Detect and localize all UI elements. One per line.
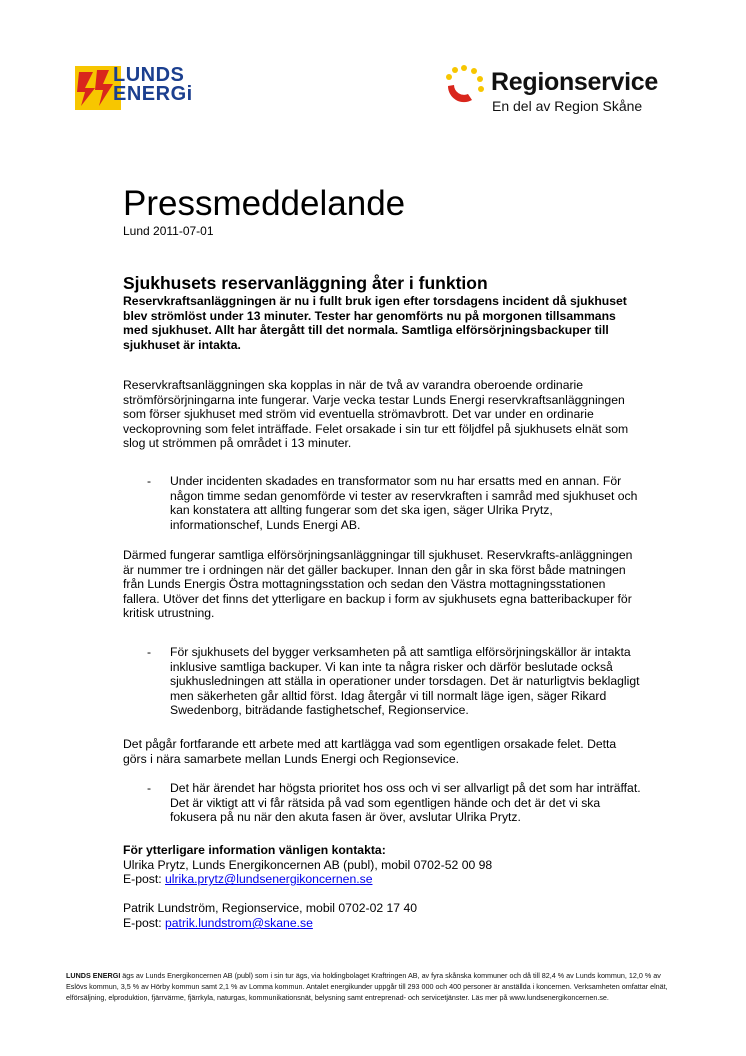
region-logo-name: Regionservice <box>491 68 659 96</box>
lunds-logo-line1: LUNDS <box>113 64 185 86</box>
body-paragraph-3: Det pågår fortfarande ett arbete med att kartlägga vad som egentligen orsakade felet. Detta görs i nära samarbete mellan Lunds Energi och Regionsevice. <box>123 737 617 766</box>
lunds-logo-line2: ENERGi <box>113 83 193 105</box>
lead-paragraph: Reservkraftsanläggningen är nu i fullt bruk igen efter torsdagens incident då sjukhuset blev strömlöst under 13 minuter. Tester har genomförts nu på morgonen tillsammans med sjukhuset. Allt har återgått till det normala. Samtliga elförsörjningsbackuper till sjukhuset är intakta. <box>123 294 627 352</box>
footer-note <box>66 970 681 1003</box>
document-date: Lund 2011-07-01 <box>123 224 214 238</box>
contact-section <box>123 843 643 931</box>
contact-1-line: Ulrika Prytz, Lunds Energikoncernen AB (publ), mobil 0702-52 00 98 <box>123 857 493 872</box>
footer-company: LUNDS ENERGI <box>66 971 121 980</box>
contact-2-line: Patrik Lundström, Regionservice, mobil 0702-02 17 40 <box>123 901 418 916</box>
quote-3-text: Det här ärendet har högsta prioritet hos oss och vi ser allvarligt på det som har inträffat. Det är viktigt att vi får rätsida på vad som egentligen hände och det är det vi ska fokusera på nu när den akuta fasen är över, avslutar Ulrika Prytz. <box>170 781 641 825</box>
regionservice-logo <box>444 62 684 118</box>
headline: Sjukhusets reservanläggning åter i funktion <box>123 273 488 293</box>
document-type: Pressmeddelande <box>123 184 406 223</box>
email-label: E-post: <box>123 915 165 930</box>
email-label: E-post: <box>123 872 165 887</box>
contact-2-email-link[interactable]: patrik.lundstrom@skane.se <box>165 915 313 930</box>
footer-text: ägs av Lunds Energikoncernen AB (publ) som i sin tur ägs, via holdingbolaget Kraftringen AB, av fyra skånska kommuner och då till 82,4 % av Lunds kommun, 12,0 % av Eslövs kommun, 3,5 % av Hörby kommun samt 2,1 % av Lomma kommun. Antalet energikunder uppgår till 293 000 och 400 personer är anställda i koncernen. Verksamheten omfattar elnät, elförsäljning, elproduktion, fjärrvärme, fjärrkyla, naturgas, kommunikationsnät, belysning samt entreprenad- och servicetjänster. Läs mer på www.lundsenergikoncernen.se. <box>66 971 668 1002</box>
quote-1-text: Under incidenten skadades en transformator som nu har ersatts med en annan. För någon timme sedan genomförde vi tester av reservkraften i samråd med sjukhuset och kan konstatera att allting fungerar som det ska igen, säger Ulrika Prytz, informationschef, Lunds Energi AB. <box>170 474 638 532</box>
contact-heading: För ytterligare information vänligen kontakta: <box>123 843 386 857</box>
region-skane-sun-icon <box>444 64 484 104</box>
contact-1-email-row <box>123 872 643 887</box>
quote-dash: - <box>147 781 152 795</box>
body-paragraph-1: Reservkraftsanläggningen ska kopplas in när de två av varandra oberoende ordinarie strömförsörjningarna inte fungerar. Varje vecka testar Lunds Energi reservkraftsanläggningen som förser sjukhuset med ström vid eventuella strömavbrott. Det var under en ordinarie veckoprovning som felet inträffade. Felet orsakade i sin tur ett följdfel på sjukhusets elnät som slog ut strömmen på området i 13 minuter. <box>123 378 629 451</box>
lunds-energi-logo <box>75 66 235 114</box>
contact-2-email-row <box>123 916 643 931</box>
body-paragraph-2: Därmed fungerar samtliga elförsörjningsanläggningar till sjukhuset. Reservkrafts-anläggningen är nummer tre i ordningen när det gäller backuper. Innan den går in ska först både matningen från Lunds Energis Östra mottagningsstation och sedan den Västra mottagningsstationen fallera. Utöver det finns det ytterligare en backup i form av sjukhusets egna batteribackuper för kritisk utrustning. <box>123 548 633 621</box>
quote-dash: - <box>147 645 152 659</box>
region-logo-subtitle: En del av Region Skåne <box>492 98 643 114</box>
quote-dash: - <box>147 474 152 488</box>
contact-1-email-link[interactable]: ulrika.prytz@lundsenergikoncernen.se <box>165 872 373 887</box>
quote-2-text: För sjukhusets del bygger verksamheten på att samtliga elförsörjningskällor är intakta inklusive samtliga backuper. Vi kan inte ta några risker och därför beslutade också sjukhusledningen att ställa in operationer under torsdagen. Det är naturligtvis beklagligt men säkerheten går alltid först. Idag återgår vi till normalt läge igen, säger Rikard Swedenborg, biträdande fastighetschef, Regionservice. <box>170 645 640 718</box>
